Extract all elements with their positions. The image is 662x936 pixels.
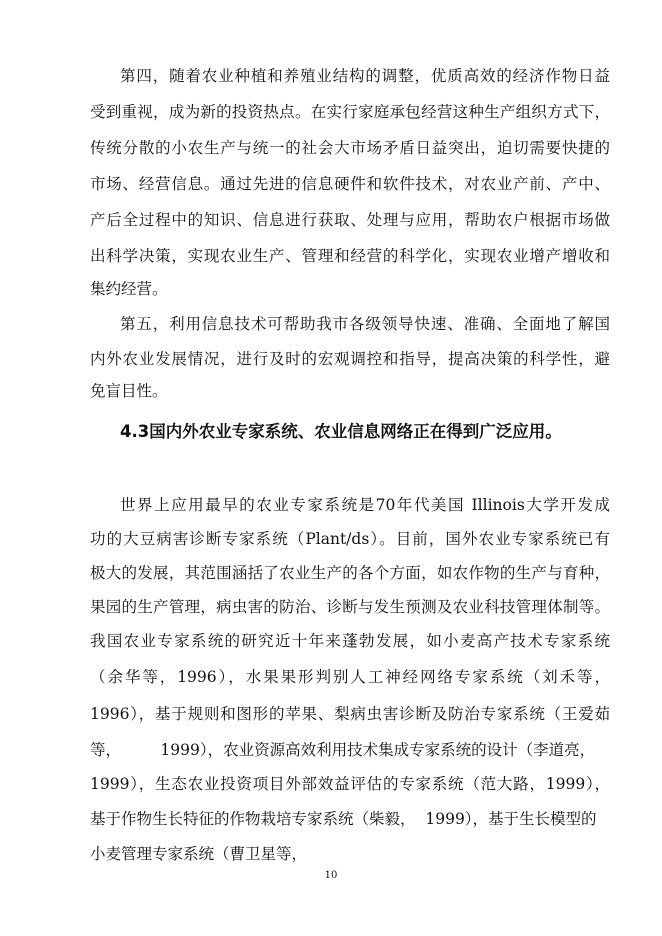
paragraph-world-line-8: 等， 1999），农业资源高效利用技术集成专家系统的设计（李道亮， bbox=[90, 741, 596, 759]
paragraph-4-line-1: 第四，随着农业种植和养殖业结构的调整，优质高效的经济作物日益 bbox=[120, 67, 610, 85]
paragraph-world-line-7: 1996），基于规则和图形的苹果、梨病虫害诊断及防治专家系统（王爱茹 bbox=[90, 705, 610, 723]
paragraph-5-line-2: 内外农业发展情况，进行及时的宏观调控和指导，提高决策的科学性，避 bbox=[90, 350, 610, 368]
section-heading: 4.3国内外农业专家系统、农业信息网络正在得到广泛应用。 bbox=[120, 422, 562, 441]
paragraph-world-line-6: （余华等，1996），水果果形判别人工神经网络专家系统（刘禾等， bbox=[90, 668, 610, 686]
paragraph-world-line-3: 极大的发展，其范围涵括了农业生产的各个方面，如农作物的生产与育种， bbox=[90, 564, 610, 582]
paragraph-world-line-1: 世界上应用最早的农业专家系统是70年代美国 Illinois大学开发成 bbox=[120, 496, 610, 514]
paragraph-world-line-11: 小麦管理专家系统（曹卫星等， bbox=[90, 845, 308, 863]
paragraph-4-line-7: 集约经营。 bbox=[90, 280, 168, 298]
paragraph-4-line-5: 产后全过程中的知识、信息进行获取、处理与应用，帮助农户根据市场做 bbox=[90, 211, 610, 229]
paragraph-4-line-4: 市场、经营信息。通过先进的信息硬件和软件技术，对农业产前、产中、 bbox=[90, 175, 610, 193]
paragraph-world-line-9: 1999），生态农业投资项目外部效益评估的专家系统（范大路，1999）， bbox=[90, 775, 610, 793]
paragraph-world-line-2: 功的大豆病害诊断专家系统（Plant/ds）。目前，国外农业专家系统已有 bbox=[90, 530, 610, 548]
paragraph-world-line-4: 果园的生产管理，病虫害的防治、诊断与发生预测及农业科技管理体制等。 bbox=[90, 598, 610, 616]
paragraph-world-line-10: 基于作物生长特征的作物栽培专家系统（柴毅， 1999），基于生长模型的 bbox=[90, 810, 597, 828]
page-number: 10 bbox=[324, 870, 338, 881]
paragraph-world-line-5: 我国农业专家系统的研究近十年来蓬勃发展，如小麦高产技术专家系统 bbox=[90, 632, 610, 650]
paragraph-5-line-3: 免盲目性。 bbox=[90, 382, 168, 400]
paragraph-5-line-1: 第五，利用信息技术可帮助我市各级领导快速、准确、全面地了解国 bbox=[120, 315, 610, 333]
paragraph-4-line-3: 传统分散的小农生产与统一的社会大市场矛盾日益突出，迫切需要快捷的 bbox=[90, 139, 610, 157]
paragraph-4-line-6: 出科学决策，实现农业生产、管理和经营的科学化，实现农业增产增收和 bbox=[90, 247, 610, 265]
paragraph-4-line-2: 受到重视，成为新的投资热点。在实行家庭承包经营这种生产组织方式下， bbox=[90, 103, 610, 121]
